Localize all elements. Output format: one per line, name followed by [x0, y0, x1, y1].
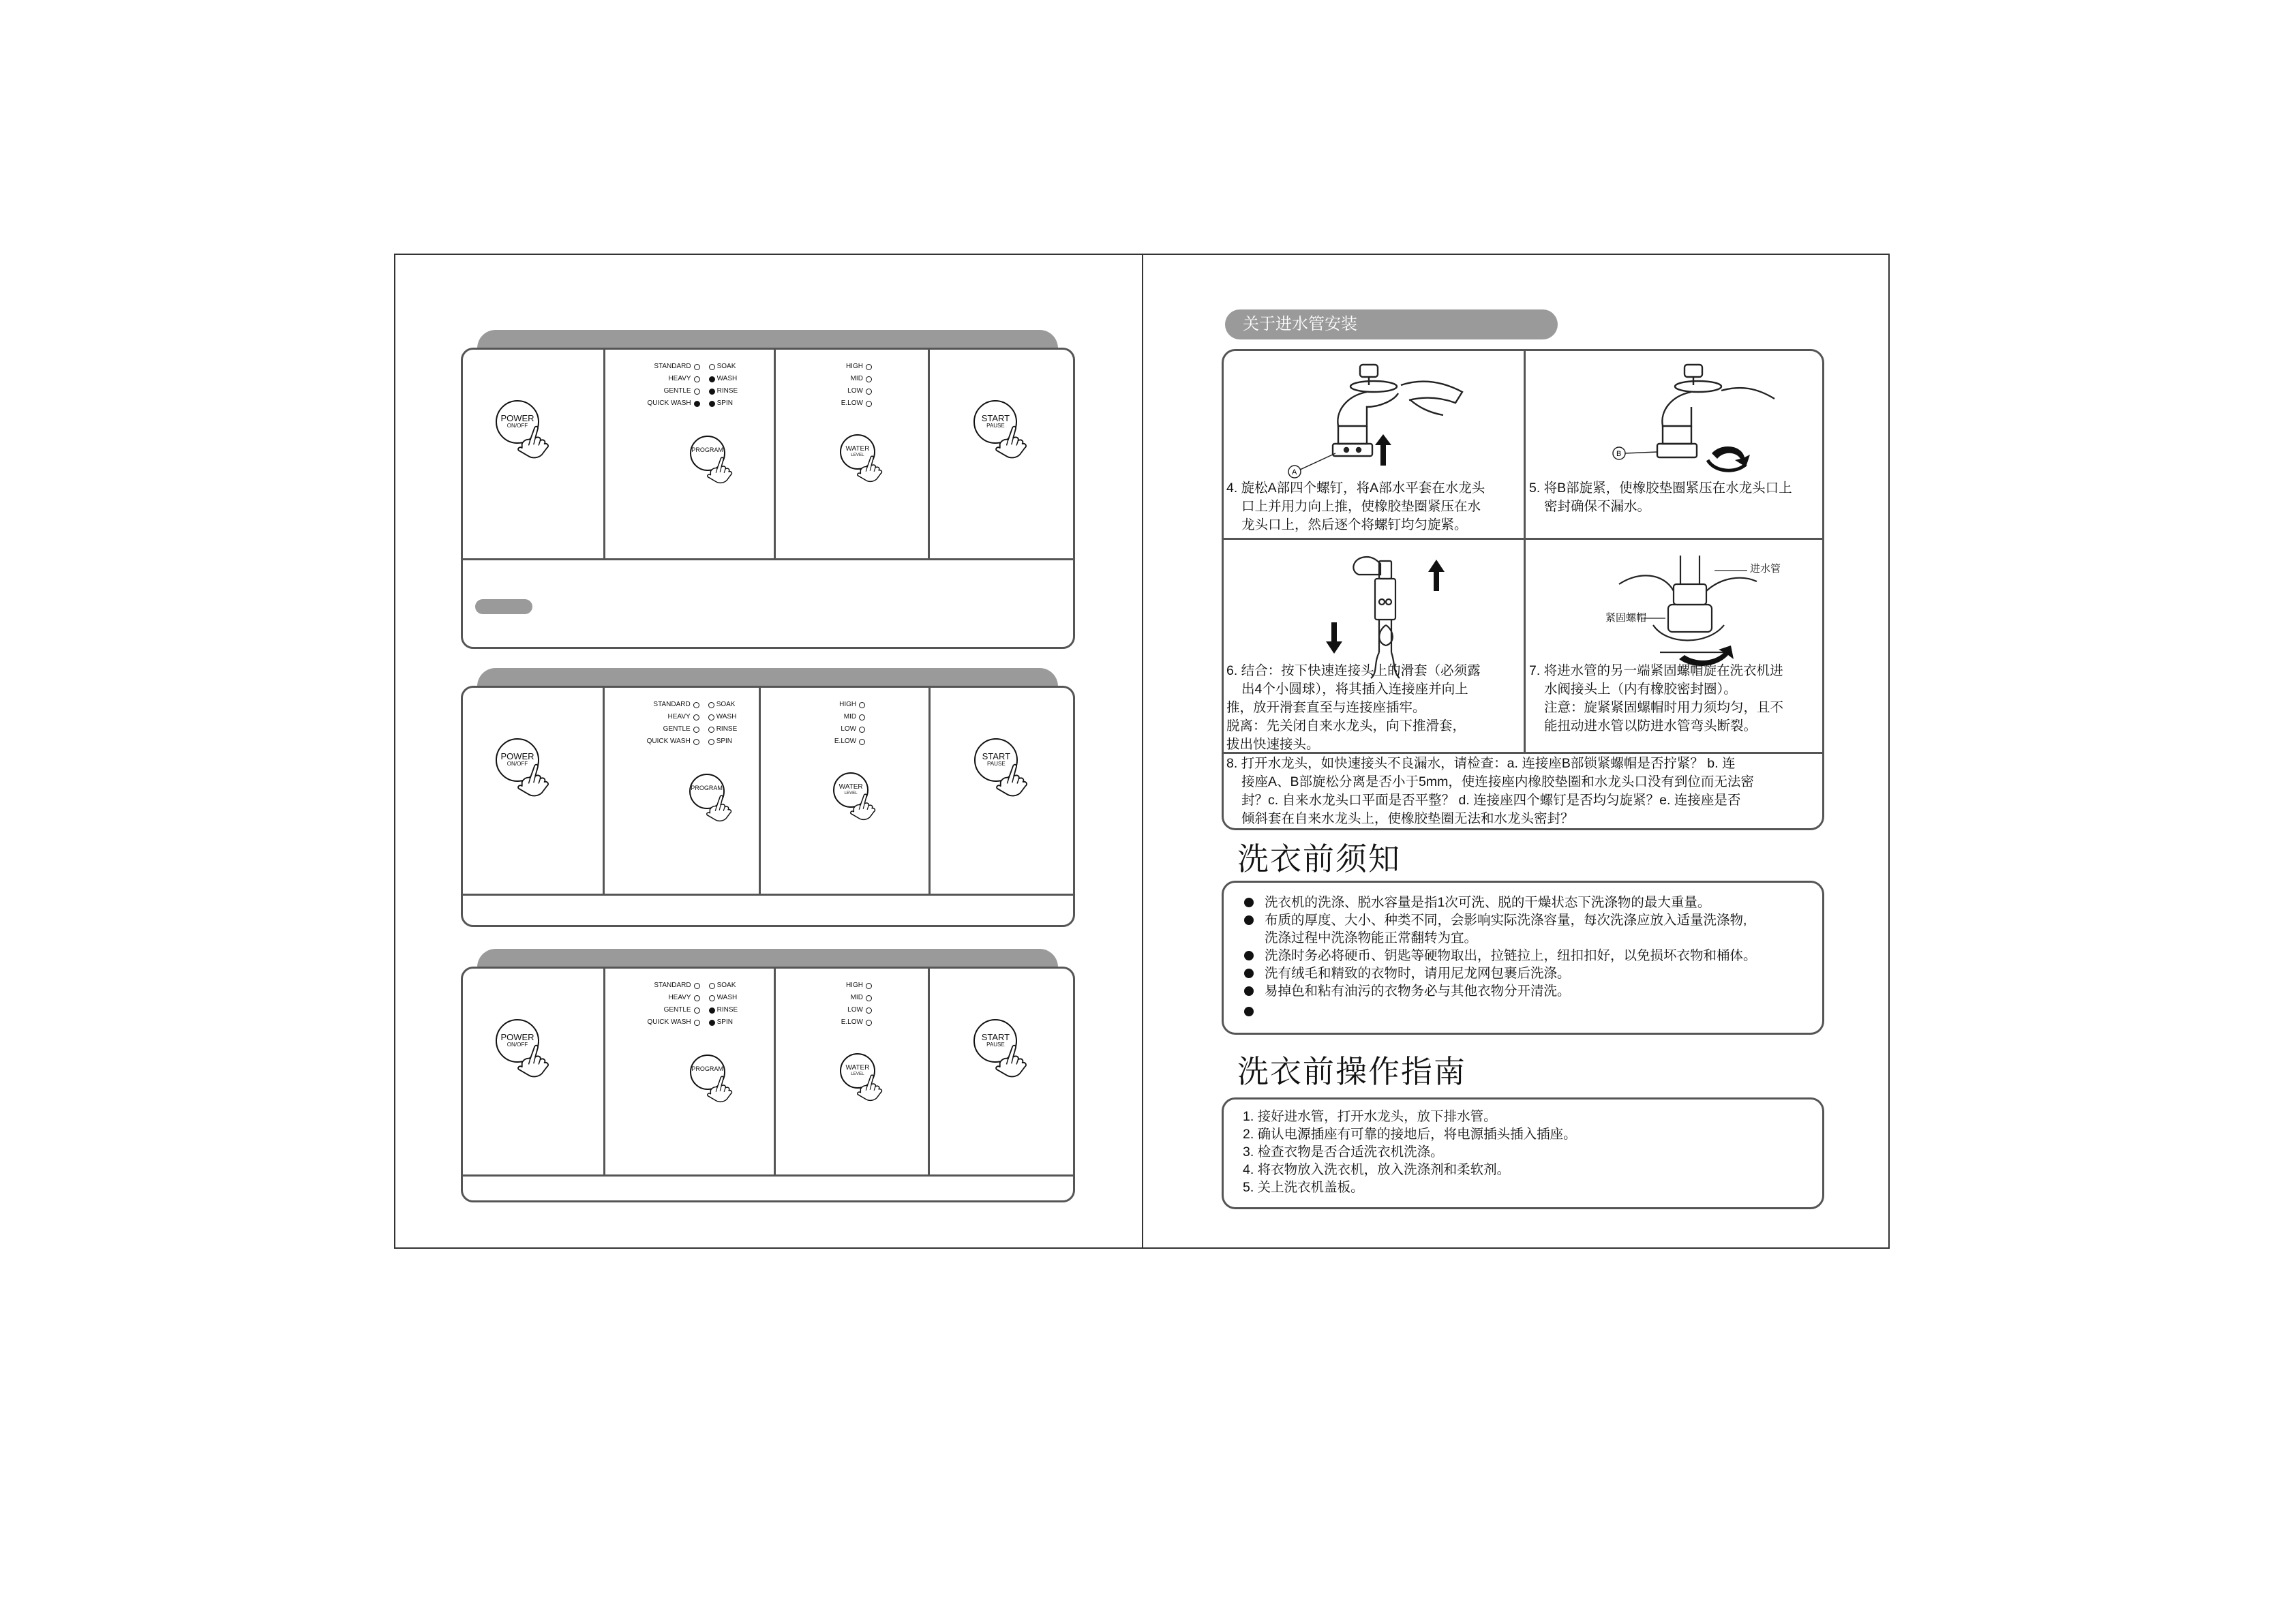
indicator-light-icon	[859, 702, 865, 708]
button-label: PROGRAM	[691, 784, 723, 791]
panel-cell-1	[463, 350, 605, 558]
inlet-pipe-label: 进水管	[1750, 563, 1781, 575]
operation-box	[1222, 1097, 1824, 1209]
button-sublabel: LEVEL	[844, 790, 858, 795]
button-label: WATER	[845, 1063, 870, 1072]
indicator-light-icon	[866, 376, 872, 382]
indicator-light-icon	[693, 727, 699, 733]
op-item-1: 1. 接好进水管，打开水龙头，放下排水管。	[1243, 1109, 1497, 1124]
pressing-hand-icon	[513, 1044, 555, 1082]
button-sublabel: PAUSE	[987, 760, 1006, 767]
indicator-light-icon	[866, 995, 872, 1001]
panel-cell-2	[605, 688, 761, 894]
bullet-1: 洗衣机的洗涤、脱水容量是指1次可洗、脱的干燥状态下洗涤物的最大重量。	[1244, 894, 1710, 911]
indicator-light-icon	[866, 983, 872, 989]
indicator-light-icon	[709, 364, 715, 370]
panel-cell-3	[776, 350, 930, 558]
panel-cell-3	[776, 969, 930, 1174]
program-label: GENTLE	[663, 387, 691, 395]
faucet-fig-4	[1265, 358, 1490, 481]
button-sublabel: PAUSE	[986, 1041, 1005, 1048]
water-level-label: MID	[843, 713, 857, 721]
stage-label: SOAK	[716, 701, 736, 708]
indicator-light-icon	[866, 389, 872, 395]
button-sublabel: PAUSE	[986, 422, 1005, 429]
button-sublabel: LEVEL	[851, 1071, 864, 1076]
pressing-hand-icon	[991, 1044, 1033, 1082]
stage-label: SOAK	[716, 363, 736, 370]
program-label: QUICK WASH	[647, 1018, 691, 1026]
indicator-light-icon	[709, 389, 715, 395]
indicator-light-icon	[866, 364, 872, 370]
indicator-light-icon	[694, 389, 700, 395]
install-steps-box	[1222, 349, 1824, 830]
indicator-light-icon	[694, 364, 700, 370]
bullet-5: 易掉色和粘有油污的衣物务必与其他衣物分开清洗。	[1244, 982, 1571, 1000]
pressing-hand-icon	[704, 456, 737, 488]
button-label: PROGRAM	[691, 446, 723, 453]
program-label: STANDARD	[654, 363, 691, 370]
pressing-hand-icon	[513, 425, 555, 463]
pressing-hand-icon	[513, 763, 555, 801]
indicator-light-icon	[866, 1020, 872, 1026]
step-8-text: 8. 打开水龙头，如快速接头不良漏水，请检查：a. 连接座B部锁紧螺帽是否拧紧？ b. 连 接座A、B部旋松分离是否小于5mm，使连接座内橡胶垫圈和水龙头口没有到位而无法密 封？c. 自来水龙头口平面是否平整？ d. 连接座四个螺钉是否均匀旋紧？e. 连接座是否 倾斜套在自来水龙头上，使橡胶垫圈无法和水龙头密封？	[1226, 756, 1754, 826]
stage-label: SPIN	[716, 399, 733, 407]
indicator-light-icon	[693, 739, 699, 745]
indicator-light-icon	[693, 702, 699, 708]
stage-label: SPIN	[716, 738, 733, 745]
pressing-hand-icon	[854, 1074, 887, 1106]
step-panel-2	[461, 686, 1075, 927]
button-sublabel: ON/OFF	[507, 422, 528, 429]
pressing-hand-icon	[854, 455, 887, 487]
label-a: A	[1292, 468, 1297, 476]
panel-cell-2	[605, 969, 776, 1174]
pressing-hand-icon	[991, 425, 1033, 463]
water-level-label: MID	[850, 994, 863, 1001]
step-panel-1	[461, 348, 1075, 649]
indicator-light-icon	[709, 1020, 715, 1026]
stage-label: RINSE	[716, 1006, 738, 1014]
water-level-label: HIGH	[845, 363, 863, 370]
button-sublabel: LEVEL	[851, 452, 864, 457]
stage-label: SPIN	[716, 1018, 733, 1026]
indicator-light-icon	[859, 739, 865, 745]
nut-label: 紧固螺帽	[1605, 612, 1647, 624]
indicator-light-icon	[859, 727, 865, 733]
panel-cell-4	[930, 969, 1073, 1174]
water-level-label: E.LOW	[834, 738, 857, 745]
indicator-light-icon	[708, 727, 714, 733]
pressing-hand-icon	[992, 763, 1033, 801]
install-section-title: 关于进水管安装	[1225, 309, 1558, 339]
button-sublabel: ON/OFF	[507, 1041, 528, 1048]
step-4-text: 4. 旋松A部四个螺钉，将A部水平套在水龙头 口上并用力向上推，使橡胶垫圈紧压在水 龙头口上，然后逐个将螺钉均匀旋紧。	[1226, 481, 1485, 532]
indicator-light-icon	[694, 1020, 700, 1026]
water-level-label: E.LOW	[841, 1018, 863, 1026]
button-sublabel: ON/OFF	[507, 760, 528, 767]
program-label: HEAVY	[667, 713, 691, 721]
panel-cell-3	[761, 688, 931, 894]
indicator-light-icon	[708, 714, 714, 721]
program-label: HEAVY	[668, 994, 691, 1001]
faucet-fig-5	[1578, 358, 1803, 481]
bullet-2-cont: 洗涤过程中洗涤物能正常翻转为宜。	[1265, 930, 1478, 945]
indicator-light-icon	[859, 714, 865, 721]
panel-cell-4	[931, 688, 1073, 894]
indicator-light-icon	[693, 714, 699, 721]
indicator-light-icon	[694, 1007, 700, 1014]
stage-label: RINSE	[716, 387, 738, 395]
pressing-hand-icon	[703, 794, 736, 826]
indicator-light-icon	[708, 739, 714, 745]
stage-label: WASH	[716, 375, 738, 382]
water-level-label: E.LOW	[841, 399, 863, 407]
op-item-4: 4. 将衣物放入洗衣机，放入洗涤剂和柔软剂。	[1243, 1162, 1511, 1177]
op-item-2: 2. 确认电源插座有可靠的接地后，将电源插头插入插座。	[1243, 1127, 1577, 1142]
bullet-4: 洗有绒毛和精致的衣物时，请用尼龙网包裹后洗涤。	[1244, 965, 1571, 982]
program-label: HEAVY	[668, 375, 691, 382]
water-level-label: HIGH	[845, 982, 863, 989]
step-panel-3	[461, 967, 1075, 1202]
pressing-hand-icon	[704, 1075, 737, 1107]
panel-cell-1	[463, 688, 605, 894]
indicator-light-icon	[709, 401, 715, 407]
before-wash-title: 洗衣前须知	[1237, 841, 1401, 877]
water-level-label: LOW	[841, 725, 857, 733]
indicator-light-icon	[709, 983, 715, 989]
button-label: START	[981, 412, 1010, 423]
pressing-hand-icon	[847, 793, 880, 825]
indicator-light-icon	[866, 401, 872, 407]
indicator-light-icon	[694, 401, 700, 407]
stage-label: SOAK	[716, 982, 736, 989]
indicator-light-icon	[694, 376, 700, 382]
water-level-label: LOW	[847, 387, 863, 395]
panel-cell-2	[605, 350, 776, 558]
indicator-light-icon	[709, 1007, 715, 1014]
note-pill	[475, 599, 532, 614]
button-label: POWER	[500, 750, 534, 761]
indicator-light-icon	[708, 702, 714, 708]
bullet-3: 洗涤时务必将硬币、钥匙等硬物取出，拉链拉上，纽扣扣好，以免损坏衣物和桶体。	[1244, 947, 1757, 965]
program-label: STANDARD	[654, 982, 691, 989]
stage-label: RINSE	[716, 725, 738, 733]
program-label: STANDARD	[653, 701, 691, 708]
button-label: START	[982, 750, 1011, 761]
water-level-label: MID	[850, 375, 863, 382]
bullet-6	[1244, 1003, 1265, 1020]
button-label: START	[981, 1031, 1010, 1042]
stage-label: WASH	[716, 994, 738, 1001]
program-label: GENTLE	[663, 725, 691, 733]
panel-cell-1	[463, 969, 605, 1174]
step-5-text: 5. 将B部旋紧，使橡胶垫圈紧压在水龙头口上 密封确保不漏水。	[1529, 481, 1792, 514]
label-b: B	[1616, 450, 1622, 458]
indicator-light-icon	[694, 995, 700, 1001]
step-6-text: 6. 结合：按下快速连接头上的滑套（必须露 出4个小圆球），将其插入连接座并向上 推，放开滑套直至与连接座插牢。 脱离：先关闭自来水龙头，向下推滑套， 拔出快速接头。	[1226, 663, 1481, 752]
button-label: WATER	[845, 444, 870, 453]
button-label: POWER	[500, 1031, 534, 1042]
button-label: PROGRAM	[691, 1065, 723, 1072]
operation-title: 洗衣前操作指南	[1237, 1054, 1466, 1089]
program-label: QUICK WASH	[646, 738, 691, 745]
program-label: QUICK WASH	[647, 399, 691, 407]
bullet-2: 布质的厚度、大小、种类不同，会影响实际洗涤容量，每次洗涤应放入适量洗涤物,	[1244, 911, 1747, 929]
op-item-3: 3. 检查衣物是否合适洗衣机洗涤。	[1243, 1144, 1444, 1159]
indicator-light-icon	[694, 983, 700, 989]
indicator-light-icon	[709, 376, 715, 382]
step-7-text: 7. 将进水管的另一端紧固螺帽旋在洗衣机进 水阀接头上（内有橡胶密封圈）。 注意：旋紧紧固螺帽时用力须均匀，且不 能扭动进水管以防进水管弯头断裂。	[1529, 663, 1784, 733]
indicator-light-icon	[709, 995, 715, 1001]
program-label: GENTLE	[663, 1006, 691, 1014]
panel-cell-4	[930, 350, 1073, 558]
water-level-label: HIGH	[839, 701, 857, 708]
button-label: POWER	[500, 412, 534, 423]
indicator-light-icon	[866, 1007, 872, 1014]
op-item-5: 5. 关上洗衣机盖板。	[1243, 1180, 1364, 1195]
quick-connector-fig-6	[1305, 543, 1483, 680]
stage-label: WASH	[716, 713, 737, 721]
button-label: WATER	[839, 783, 863, 791]
before-wash-box	[1222, 881, 1824, 1035]
water-level-label: LOW	[847, 1006, 863, 1014]
